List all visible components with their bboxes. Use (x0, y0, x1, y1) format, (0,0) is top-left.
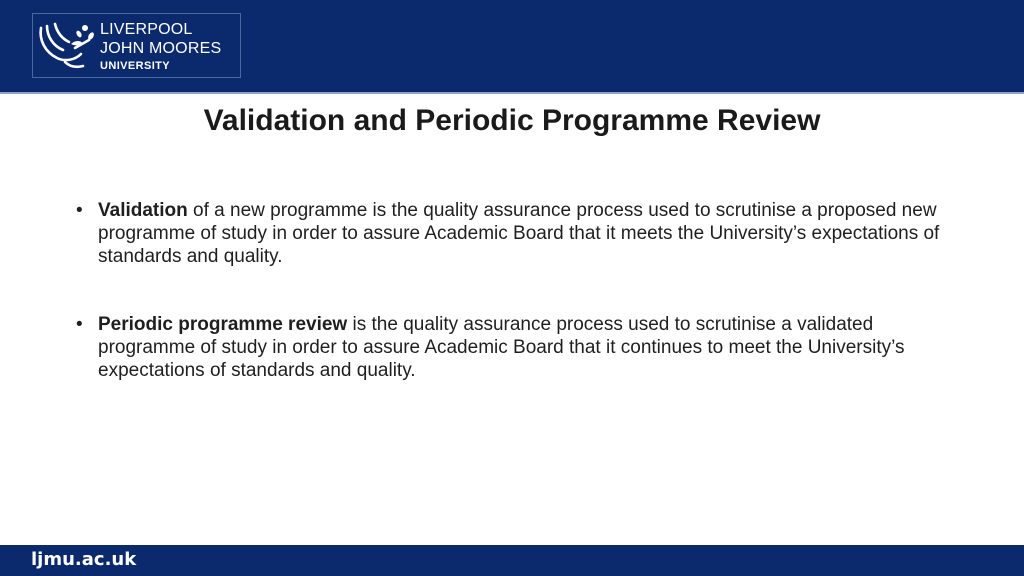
bullet-text: is the quality assurance process used to scrutinise a validated programme of study in order to assure Academic Board that it continues to meet the University’s expectations of standards and quality. (98, 314, 905, 381)
logo-text-line3: UNIVERSITY (100, 60, 171, 72)
footer-band (0, 545, 1024, 576)
bullet-dot-icon: • (76, 314, 83, 335)
ljmu-liver-bird-icon (35, 18, 97, 72)
bullet-periodic-review (76, 313, 956, 382)
footer-url-text: ljmu.ac.uk (31, 549, 137, 570)
bullet-list (76, 199, 956, 382)
header-divider (0, 92, 1024, 94)
logo-text-line1: LIVERPOOL (100, 21, 193, 38)
university-logo (32, 13, 241, 78)
bullet-term: Periodic programme review (98, 314, 348, 335)
bullet-dot-icon: • (76, 200, 83, 221)
bullet-text: of a new programme is the quality assurance process used to scrutinise a proposed new programme of study in order to assure Academic Board that it meets the University’s expectations of standards and quality. (98, 200, 940, 267)
bullet-term: Validation (98, 200, 188, 221)
bullet-validation (76, 199, 956, 268)
logo-text-line2: JOHN MOORES (100, 40, 222, 57)
slide-title: Validation and Periodic Programme Review (203, 104, 821, 137)
